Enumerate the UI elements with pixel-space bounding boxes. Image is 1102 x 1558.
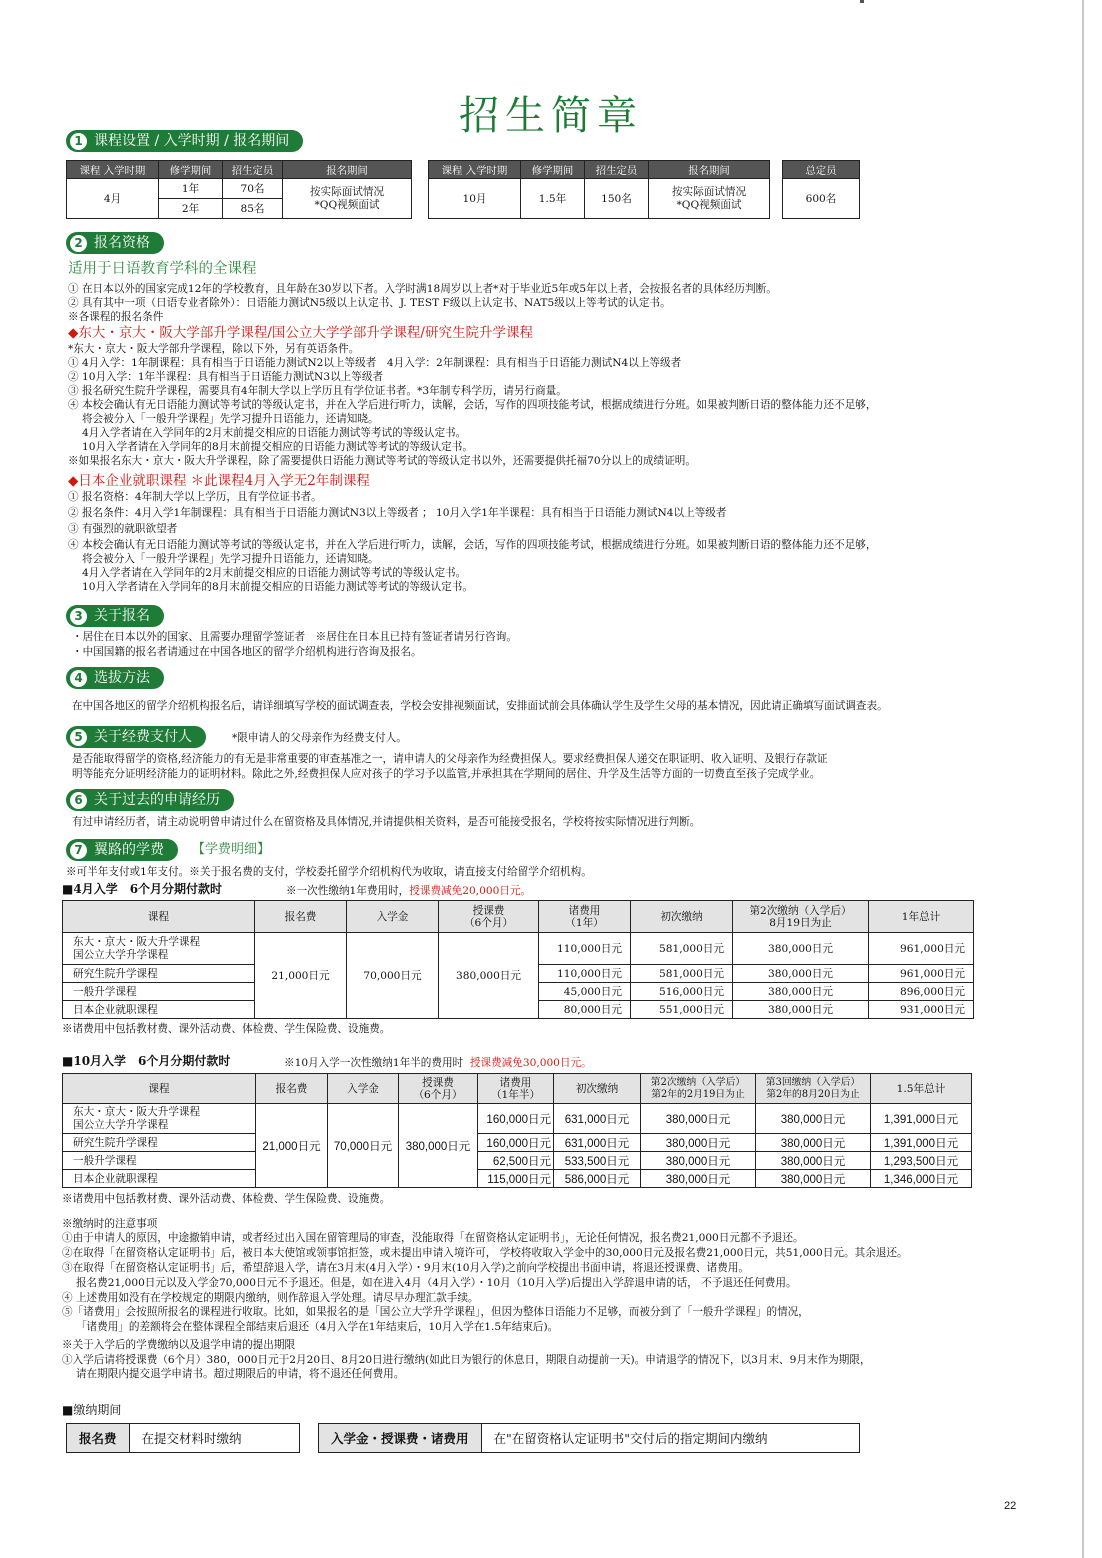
october-fee-title: ■10月入学 6个月分期付款时 (62, 1054, 231, 1068)
cell: 631,000日元 (554, 1104, 641, 1134)
col-header: 初次缴纳 (631, 901, 733, 933)
note-discount: 授课费减免30,000日元。 (469, 1057, 592, 1069)
col-header: 报名费 (256, 1074, 328, 1104)
cell: 按实际面试情况 *QQ视频面试 (649, 179, 770, 219)
cell: 551,000日元 (631, 1001, 733, 1019)
cell: 581,000日元 (631, 933, 733, 965)
section-6-header (66, 789, 234, 811)
payment-tuition (318, 1423, 860, 1453)
cell: 62,500日元 (478, 1152, 554, 1170)
section-number: 6 (70, 792, 87, 809)
note-line: 「诸费用」的差额将会在整体课程全部结束后退还（4月入学在1年结束后，10月入学在1.5年结束后)。 (62, 1321, 559, 1333)
col-header: 诸费用 （1年半） (478, 1074, 554, 1104)
page-number: 22 (1004, 1500, 1017, 1512)
col-header: 入学金 (328, 1074, 399, 1104)
course-cell: 日本企业就职课程 (63, 1170, 256, 1188)
cell: 896,000日元 (869, 983, 974, 1001)
text-line: ③ 有强烈的就职欲望者 (68, 523, 178, 535)
table-row (63, 1152, 972, 1170)
section-7-header (66, 839, 178, 861)
enroll-table-october (428, 160, 770, 219)
text-line: ・居住在日本以外的国家、且需要办理留学签证者 ※居住在日本且已持有签证者请另行咨询。 (72, 631, 517, 643)
text-line: ④ 本校会确认有无日语能力测试等考试的等级认定书，并在入学后进行听力，读解，会话，写作的四项技能考试，根据成绩进行分班。如果被判断日语的整体能力还不足够， (68, 399, 877, 411)
fee-detail-label: 【学费明细】 (192, 842, 271, 857)
table-row (63, 1134, 972, 1152)
cell: 1,293,500日元 (871, 1152, 972, 1170)
text-line: 10月入学者请在入学同年的8月末前提交相应的日语能力测试等考试的等级认定书。 (68, 581, 473, 593)
course-heading-employment: ◆日本企业就职课程 ＊此课程4月入学无2年制课程 (68, 473, 370, 489)
table-row (63, 1170, 972, 1188)
page-title: 招生简章 (459, 93, 643, 139)
text-line: ・中国国籍的报名者请通过在中国各地区的留学介绍机构进行咨询及报名。 (72, 646, 422, 658)
cell: 70,000日元 (347, 933, 439, 1019)
cell: 961,000日元 (869, 933, 974, 965)
section-label: 课程设置 / 入学时期 / 报名期间 (94, 133, 290, 149)
section-number: 2 (70, 235, 87, 252)
col-header: 招生定员 (223, 161, 283, 179)
cell: 380,000日元 (756, 1134, 871, 1152)
cell: 533,500日元 (554, 1152, 641, 1170)
cell: 380,000日元 (641, 1170, 756, 1188)
col-header: 课程 (63, 1074, 256, 1104)
note-discount: 授课费减免20,000日元。 (409, 885, 532, 897)
cell: 160,000日元 (478, 1104, 554, 1134)
col-header: 1.5年总计 (871, 1074, 972, 1104)
payment-label: 报名费 (67, 1424, 130, 1452)
course-cell: 一般升学课程 (63, 1152, 256, 1170)
section-3-header (66, 605, 164, 627)
text-line: ※各课程的报名条件 (68, 311, 164, 323)
text-line: ② 报名条件：4月入学1年制课程：具有相当于日语能力测试N3以上等级者 ； 10月入学1年半课程：具有相当于日语能力测试N4以上等级者 (68, 507, 727, 519)
cell: 160,000日元 (478, 1134, 554, 1152)
section-label: 关于过去的申请经历 (94, 792, 220, 808)
cell: 按实际面试情况 *QQ视频面试 (283, 179, 412, 219)
cell: 631,000日元 (554, 1134, 641, 1152)
note-line: ⑤「诸费用」会按照所报名的课程进行收取。比如，如果报名的是「国公立大学升学课程」，但因为整体日语能力不足够，而被分到了「一般升学课程」的情况， (62, 1306, 809, 1318)
section-2-header (66, 232, 164, 254)
course-cell: 研究生院升学课程 (63, 965, 255, 983)
note-line: ②在取得「在留资格认定证明书」后，被日本大使馆或领事馆拒签，或未提出申请入境许可， 学校将收取入学金中的30,000日元及报名费21,000日元，共51,000日元。其余退还。 (62, 1247, 908, 1259)
cell: 380,000日元 (641, 1104, 756, 1134)
section-number: 4 (70, 670, 87, 687)
cell: 380,000日元 (756, 1152, 871, 1170)
text-line: ※如果报名东大・京大・阪大升学课程，除了需要提供日语能力测试等考试的等级认定书以外，还需要提供托福70分以上的成绩证明。 (68, 455, 696, 467)
note-line: 报名费21,000日元以及入学金70,000日元不予退还。但是，如在进入4月（4月入学）・10月（10月入学)后提出入学辞退申请的话， 不予退还任何费用。 (62, 1277, 797, 1289)
cell: 21,000日元 (256, 1104, 328, 1188)
cell: 931,000日元 (869, 1001, 974, 1019)
course-cell: 东大・京大・阪大升学课程 国公立大学升学课程 (63, 933, 255, 965)
payer-note: *限申请人的父母亲作为经费支付人。 (232, 732, 407, 744)
cell: 516,000日元 (631, 983, 733, 1001)
section-1-header (66, 130, 303, 152)
cell: 380,000日元 (733, 965, 869, 983)
note-line: ※关于入学后的学费缴纳以及退学申请的提出期限 (62, 1339, 296, 1351)
april-fee-table (62, 900, 974, 1019)
course-heading-university: ◆东大・京大・阪大学部升学课程/国公立大学学部升学课程/研究生院升学课程 (68, 325, 533, 341)
scan-edge (1082, 0, 1084, 1558)
text-line: ② 10月入学：1年半课程：具有相当于日语能力测试N3以上等级者 (68, 371, 384, 383)
section-2-subtitle: 适用于日语教育学科的全课程 (68, 261, 257, 277)
october-fee-footnote: ※诸费用中包括教材费、课外活动费、体检费、学生保险费、设施费。 (62, 1193, 391, 1205)
cell: 380,000日元 (641, 1134, 756, 1152)
cell: 1.5年 (521, 179, 585, 219)
text-line: ① 报名资格：4年制大学以上学历，且有学位证书者。 (68, 491, 322, 503)
april-fee-title: ■4月入学 6个月分期付款时 (62, 882, 223, 896)
text-line: 将会被分入「一般升学课程」先学习提升日语能力，还请知晓。 (68, 413, 379, 425)
note-line: ①入学后请将授课费（6个月）380，000日元于2月20日、8月20日进行缴纳(如此日为银行的休息日，期限自动提前一天)。申请退学的情况下，以3月末、9月末作为期限， (62, 1354, 871, 1366)
col-header: 初次缴纳 (554, 1074, 641, 1104)
enroll-table-april (66, 160, 412, 219)
cell: 115,000日元 (478, 1170, 554, 1188)
note-line: ※缴纳时的注意事项 (62, 1218, 158, 1230)
cell: 380,000日元 (641, 1152, 756, 1170)
note-line: 请在期限内提交退学申请书。超过期限后的申请，将不退还任何费用。 (62, 1368, 405, 1380)
text-line: 在中国各地区的留学介绍机构报名后，请详细填写学校的面试调查表，学校会安排视频面试，安排面试前会具体确认学生及学生父母的基本情况，因此请正确填写面试调查表。 (72, 700, 888, 712)
payment-timing: 在提交材料时缴纳 (141, 1431, 242, 1446)
section-label: 翼路的学费 (94, 842, 164, 858)
cell: 70名 (223, 179, 283, 199)
course-cell: 东大・京大・阪大升学课程 国公立大学升学课程 (63, 1104, 256, 1134)
section-label: 关于经费支付人 (94, 729, 192, 745)
cell: 110,000日元 (539, 965, 631, 983)
cell: 581,000日元 (631, 965, 733, 983)
text-line: ③ 报名研究生院升学课程，需要具有4年制大学以上学历且有学位证书者。*3年制专科学历，请另行商量。 (68, 385, 567, 397)
note-text: ※10月入学一次性缴纳1年半的费用时 (284, 1057, 464, 1069)
text-line: 4月入学者请在入学同年的2月末前提交相应的日语能力测试等考试的等级认定书。 (68, 567, 467, 579)
cell: 380,000日元 (756, 1170, 871, 1188)
col-header: 课程 入学时期 (429, 161, 521, 179)
course-cell: 一般升学课程 (63, 983, 255, 1001)
cell: 380,000日元 (733, 933, 869, 965)
payment-timing: 在"在留资格认定证明书"交付后的指定期间内缴纳 (493, 1431, 768, 1446)
cell: 600名 (783, 179, 860, 219)
text-line: 4月入学者请在入学同年的2月末前提交相应的日语能力测试等考试的等级认定书。 (68, 427, 467, 439)
april-fee-footnote: ※诸费用中包括教材费、课外活动费、体检费、学生保险费、设施费。 (62, 1023, 391, 1035)
cell: 110,000日元 (539, 933, 631, 965)
cell: 45,000日元 (539, 983, 631, 1001)
october-fee-table (62, 1073, 972, 1188)
col-header: 第2次缴纳（入学后） 8月19日为止 (733, 901, 869, 933)
cell: 380,000日元 (733, 1001, 869, 1019)
text-line: ① 在日本以外的国家完成12年的学校教育，且年龄在30岁以下者。入学时满18周岁以上者*对于毕业近5年或5年以上者，会按报名者的具体经历判断。 (68, 283, 777, 295)
section-number: 7 (70, 842, 87, 859)
cell: 80,000日元 (539, 1001, 631, 1019)
col-header: 课程 (63, 901, 255, 933)
col-header: 入学金 (347, 901, 439, 933)
scan-mark (860, 0, 864, 3)
payment-application-fee (66, 1423, 300, 1453)
cell: 380,000日元 (733, 983, 869, 1001)
table-row (63, 933, 974, 965)
april-fee-note (286, 884, 531, 898)
payment-label: 入学金・授课费・诸费用 (319, 1424, 482, 1452)
section-5-header (66, 726, 206, 748)
cell: 150名 (585, 179, 649, 219)
col-header: 总定员 (783, 161, 860, 179)
col-header: 报名期间 (283, 161, 412, 179)
col-header: 报名费 (255, 901, 347, 933)
note-line: ④ 上述费用如没有在学校规定的期限内缴纳，则作辞退入学处理。请尽早办理汇款手续。 (62, 1292, 479, 1304)
note-line: ③在取得「在留资格认定证明书」后，希望辞退入学，请在3月末(4月入学）・9月末(10月入学)之前向学校提出书面申请，将退还授课费、诸费用。 (62, 1262, 750, 1274)
section-label: 关于报名 (94, 608, 150, 624)
cell: 380,000日元 (399, 1104, 478, 1188)
cell: 85名 (223, 199, 283, 219)
text-line: *东大・京大・阪大学部升学课程，除以下外，另有英语条件。 (68, 343, 360, 355)
col-header: 诸费用 （1年） (539, 901, 631, 933)
payment-period-title: ■缴纳期间 (62, 1403, 122, 1417)
text-line: 有过申请经历者，请主动说明曾申请过什么在留资格及具体情况,并请提供相关资料，是否可能接受报名，学校将按实际情况进行判断。 (72, 816, 701, 828)
col-header: 招生定员 (585, 161, 649, 179)
col-header: 第2次缴纳（入学后） 第2年的2月19日为止 (641, 1074, 756, 1104)
cell: 4月 (67, 179, 159, 219)
note-text: ※一次性缴纳1年费用时， (286, 885, 410, 897)
col-header: 修学期间 (521, 161, 585, 179)
text-line: ① 4月入学：1年制课程：具有相当于日语能力测试N2以上等级者 4月入学：2年制课程：具有相当于日语能力测试N4以上等级者 (68, 357, 682, 369)
col-header: 1年总计 (869, 901, 974, 933)
note-line: ①由于申请人的原因，中途撤销申请，或者经过出入国在留管理局的审查，没能取得「在留资格认定证明书」，无论任何情况，报名费21,000日元都不予退还。 (62, 1232, 804, 1244)
cell: 380,000日元 (756, 1104, 871, 1134)
col-header: 课程 入学时期 (67, 161, 159, 179)
text-line: 明等能充分证明经济能力的证明材料。除此之外,经费担保人应对孩子的学习予以监管,并承担其在学期间的居住、升学及生活等方面的一切费直至孩子完成学业。 (72, 768, 821, 780)
cell: 586,000日元 (554, 1170, 641, 1188)
cell: 380,000日元 (439, 933, 539, 1019)
cell: 1,391,000日元 (871, 1134, 972, 1152)
col-header: 第3回缴纳（入学后） 第2年的8月20日为止 (756, 1074, 871, 1104)
cell: 1年 (159, 179, 223, 199)
text-line: 是否能取得留学的资格,经济能力的有无是非常重要的审查基准之一，请申请人的父母亲作为经费担保人。要求经费担保人递交在职证明、收入证明、及银行存款证 (72, 753, 828, 765)
section-4-header (66, 667, 164, 689)
text-line: 将会被分入「一般升学课程」先学习提升日语能力，还请知晓。 (68, 553, 379, 565)
text-line: ④ 本校会确认有无日语能力测试等考试的等级认定书，并在入学后进行听力，读解，会话，写作的四项技能考试，根据成绩进行分班。如果被判断日语的整体能力还不足够， (68, 539, 877, 551)
text-line: 10月入学者请在入学同年的8月末前提交相应的日语能力测试等考试的等级认定书。 (68, 441, 473, 453)
cell: 21,000日元 (255, 933, 347, 1019)
section-label: 报名资格 (94, 235, 150, 251)
text-line: ※可半年支付或1年支付。※关于报名费的支付，学校委托留学介绍机构代为收取，请直接支付给留学介绍机构。 (66, 866, 592, 878)
cell: 1,346,000日元 (871, 1170, 972, 1188)
section-number: 1 (70, 133, 87, 150)
total-capacity-table (782, 160, 860, 219)
section-label: 选拔方法 (94, 670, 150, 686)
cell: 2年 (159, 199, 223, 219)
course-cell: 日本企业就职课程 (63, 1001, 255, 1019)
cell: 961,000日元 (869, 965, 974, 983)
section-number: 5 (70, 729, 87, 746)
col-header: 授课费 （6个月） (399, 1074, 478, 1104)
section-number: 3 (70, 608, 87, 625)
text-line: ② 具有其中一项（日语专业者除外）：日语能力测试N5级以上认定书、J. TEST F级以上认定书、NAT5级以上等考试的认定书。 (68, 297, 671, 309)
cell: 70,000日元 (328, 1104, 399, 1188)
col-header: 修学期间 (159, 161, 223, 179)
table-row (63, 1104, 972, 1134)
col-header: 报名期间 (649, 161, 770, 179)
course-cell: 研究生院升学课程 (63, 1134, 256, 1152)
col-header: 授课费 （6个月） (439, 901, 539, 933)
cell: 1,391,000日元 (871, 1104, 972, 1134)
october-fee-note (284, 1056, 592, 1070)
cell: 10月 (429, 179, 521, 219)
